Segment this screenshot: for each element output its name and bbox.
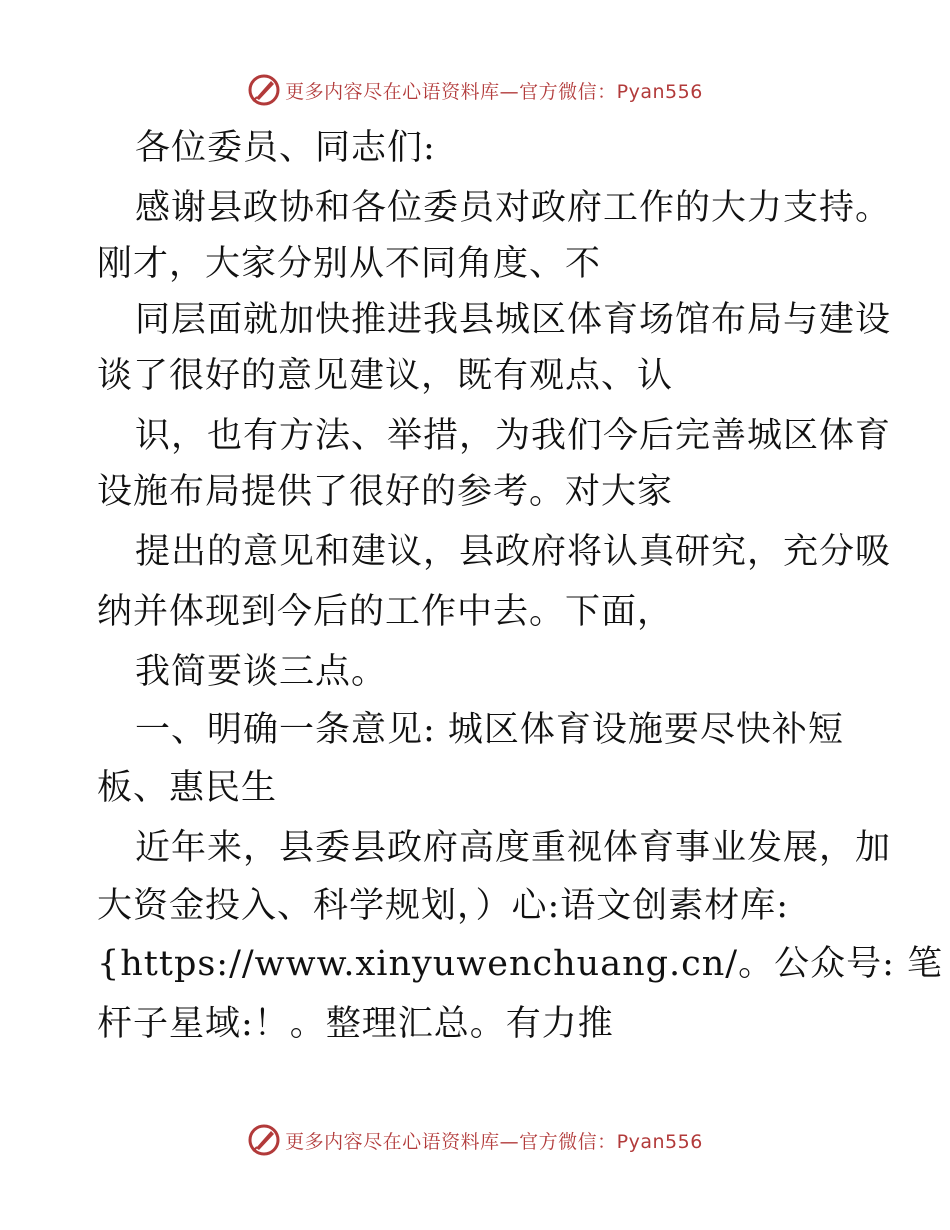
body-line: 感谢县政协和各位委员对政府工作的大力支持。 [135,188,892,228]
section-heading: 板、惠民生 [97,768,278,808]
body-line: 识，也有方法、举措，为我们今后完善城区体育 [135,416,892,456]
header-banner [0,70,950,110]
quill-logo-icon [247,1123,281,1157]
body-line: 近年来，县委县政府高度重视体育事业发展，加 [135,828,892,868]
body-line: 各位委员、同志们: [135,128,436,168]
body-line: {https://www.xinyuwenchuang.cn/。公众号: 笔 [97,944,944,984]
quill-logo-icon [247,73,281,107]
body-line: 设施布局提供了很好的参考。对大家 [97,472,674,512]
body-line: 纳并体现到今后的工作中去。下面， [97,592,674,632]
body-line: 我简要谈三点。 [135,652,388,692]
body-line: 大资金投入、科学规划，）心:语文创素材库: [97,886,790,926]
body-line: 提出的意见和建议，县政府将认真研究，充分吸 [135,532,892,572]
body-line: 谈了很好的意见建议，既有观点、认 [97,356,674,396]
body-line: 同层面就加快推进我县城区体育场馆布局与建设 [135,300,892,340]
body-line: 刚才，大家分别从不同角度、不 [97,244,602,284]
header-banner-text: 更多内容尽在心语资料库—官方微信：Pyan556 [285,80,703,103]
section-heading: 一、明确一条意见: 城区体育设施要尽快补短 [135,710,844,750]
body-line: 杆子星域:！。整理汇总。有力推 [97,1004,614,1044]
footer-banner-text: 更多内容尽在心语资料库—官方微信：Pyan556 [285,1130,703,1153]
footer-banner [0,1120,950,1160]
